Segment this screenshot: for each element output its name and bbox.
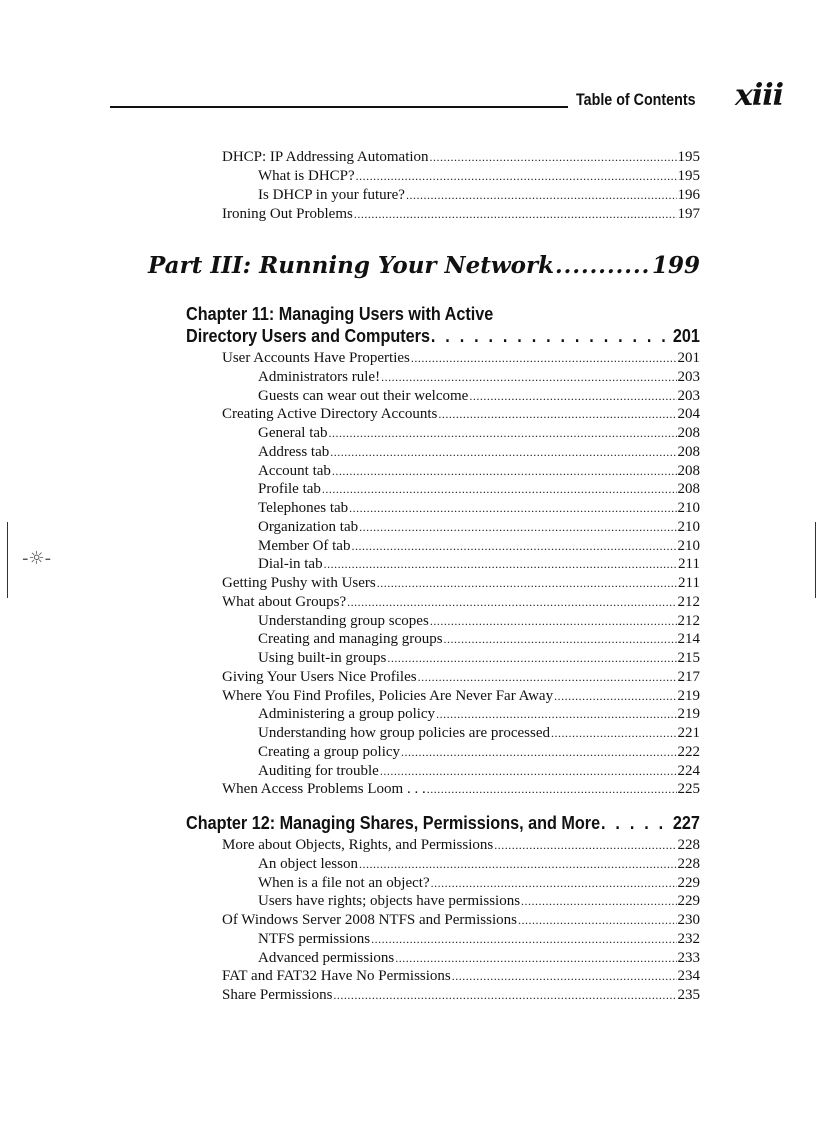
toc-entry-page: 211 — [678, 556, 700, 573]
part-heading — [148, 252, 700, 284]
chapter-12-title: Chapter 12: Managing Shares, Permissions, and More — [186, 813, 601, 833]
toc-entry — [0, 967, 816, 986]
toc-leader-dots — [356, 167, 677, 186]
toc-leader-dots — [431, 874, 677, 893]
toc-leader-dots — [322, 480, 677, 499]
toc-leader-dots — [351, 537, 676, 556]
toc-entry-title: Advanced permissions — [258, 949, 395, 966]
toc-subentry — [0, 762, 816, 781]
chapter-11-title-line2: Directory Users and Computers — [186, 326, 430, 346]
toc-leader-dots — [518, 911, 677, 930]
toc-entry — [0, 349, 816, 368]
toc-entry-title: Giving Your Users Nice Profiles — [222, 668, 417, 685]
toc-entry-page: 195 — [677, 149, 700, 165]
toc-subentry — [0, 499, 816, 518]
toc-entry-title: Profile tab — [258, 481, 321, 498]
toc-leader-dots — [329, 424, 677, 443]
toc-entry-page: 229 — [677, 893, 700, 910]
toc-entry-page: 208 — [677, 425, 700, 441]
toc-leader-dots — [411, 349, 677, 368]
part-page: 199 — [651, 252, 700, 279]
toc-entry-title: Users have rights; objects have permissions — [258, 893, 521, 910]
toc-entry-title: Understanding group scopes — [258, 612, 429, 629]
header-rule — [110, 106, 568, 108]
toc-leader-dots — [395, 949, 676, 968]
toc-entry — [0, 911, 816, 930]
toc-leader-dots — [349, 499, 676, 518]
toc-subentry — [0, 368, 816, 387]
toc-leader-dots — [401, 743, 676, 762]
toc-entry-page: 211 — [678, 575, 700, 591]
toc-entry-title: General tab — [258, 425, 328, 441]
toc-leader-dots — [371, 930, 676, 949]
toc-subentry — [0, 424, 816, 443]
toc-entry-title: Administrators rule! — [258, 368, 381, 385]
toc-entry-page: 195 — [677, 168, 700, 184]
toc-entry — [0, 405, 816, 424]
toc-subentry — [0, 518, 816, 537]
toc-entry-title: Creating a group policy — [258, 743, 401, 760]
toc-entry-title: Guests can wear out their welcome — [258, 387, 469, 404]
toc-entry-title: Is DHCP in your future? — [258, 187, 405, 203]
toc-entry-page: 201 — [677, 350, 700, 366]
toc-entry-page: 224 — [677, 762, 700, 779]
chapter-12-page: 227 — [672, 813, 700, 833]
toc-subentry — [0, 387, 816, 406]
toc-leader-dots — [555, 253, 651, 279]
chapter-11-heading — [186, 303, 700, 347]
toc-leader-dots — [332, 462, 677, 481]
toc-subentry — [0, 724, 816, 743]
toc-subentry — [0, 537, 816, 556]
toc-entry-page: 204 — [677, 406, 700, 423]
toc-entry-title: Dial-in tab — [258, 556, 323, 573]
toc-entry-title: Organization tab — [258, 518, 359, 535]
toc-entry-page: 214 — [677, 631, 700, 648]
toc-entry-page: 208 — [677, 443, 700, 460]
toc-entry-title: What is DHCP? — [258, 168, 355, 184]
toc-entry-page: 229 — [677, 874, 700, 891]
toc-subentry — [0, 443, 816, 462]
toc-entry-page: 228 — [677, 855, 700, 872]
toc-subentry — [0, 892, 816, 911]
toc-entry-title: Understanding how group policies are processed — [258, 725, 551, 741]
toc-entry-title: User Accounts Have Properties — [222, 350, 410, 366]
chapter-11-title-line1: Chapter 11: Managing Users with Active — [186, 304, 494, 324]
toc-leader-dots — [377, 574, 677, 593]
toc-leader-dots — [354, 205, 677, 224]
toc-entry-title: More about Objects, Rights, and Permissions — [222, 837, 494, 853]
toc-entry-page: 219 — [677, 687, 700, 704]
toc-entry-page: 196 — [677, 187, 700, 203]
toc-leader-dots — [333, 986, 676, 1005]
toc-entry-title: Account tab — [258, 462, 331, 479]
toc-leader-dots — [430, 612, 677, 631]
toc-entry-page: 210 — [677, 537, 700, 554]
toc-leader-dots — [330, 443, 676, 462]
chapter-11-page: 201 — [672, 326, 700, 346]
toc-entry-title: What about Groups? — [222, 593, 347, 610]
toc-leader-dots — [452, 967, 677, 986]
toc-leader-dots — [406, 186, 677, 205]
toc-entry-page: 212 — [677, 593, 700, 610]
toc-leader-dots — [359, 518, 676, 537]
toc-entry-title: Member Of tab — [258, 537, 351, 554]
toc-entry-page: 235 — [677, 987, 700, 1003]
toc-entry — [0, 780, 816, 799]
margin-mark-left — [7, 522, 8, 598]
toc-entry-page: 203 — [677, 368, 700, 385]
toc-subentry — [0, 855, 816, 874]
toc-entry-title: Address tab — [258, 443, 330, 460]
toc-leader-dots — [380, 762, 677, 781]
toc-entry — [0, 574, 816, 593]
toc-leader-dots — [436, 705, 676, 724]
chapter-12-heading — [186, 812, 700, 834]
toc-subentry — [0, 480, 816, 499]
toc-entry-title: Creating Active Directory Accounts — [222, 406, 438, 423]
toc-entry-title: Getting Pushy with Users — [222, 575, 376, 591]
part-title: Part III: Running Your Network — [148, 252, 555, 279]
toc-entry-title: Share Permissions — [222, 987, 333, 1003]
toc-subentry — [0, 186, 816, 205]
toc-entry-title: NTFS permissions — [258, 930, 371, 947]
toc-entry — [0, 148, 816, 167]
toc-leader-dots — [387, 649, 676, 668]
toc-subentry — [0, 743, 816, 762]
toc-entry-title: Auditing for trouble — [258, 762, 379, 779]
toc-leader-dots — [381, 368, 676, 387]
toc-leader-dots — [438, 405, 676, 424]
toc-entry-page: 234 — [677, 968, 700, 985]
toc-entry-page: 197 — [677, 206, 700, 222]
toc-entry-title: When is a file not an object? — [258, 874, 430, 891]
toc-entry-title: Creating and managing groups — [258, 631, 443, 648]
toc-entry-page: 212 — [677, 612, 700, 629]
toc-leader-dots — [601, 812, 672, 834]
toc-entry-page: 208 — [677, 481, 700, 498]
toc-leader-dots — [444, 630, 677, 649]
toc-entry-page: 222 — [677, 743, 700, 760]
toc-subentry — [0, 705, 816, 724]
toc-entry-title: FAT and FAT32 Have No Permissions — [222, 968, 451, 985]
toc-entry-page: 217 — [677, 668, 700, 685]
crop-mark-icon: -☼- — [22, 548, 52, 569]
toc-entry — [0, 593, 816, 612]
toc-entry-page: 203 — [677, 387, 700, 404]
toc-entry — [0, 836, 816, 855]
toc-subentry — [0, 555, 816, 574]
toc-subentry — [0, 949, 816, 968]
toc-entry-title: Of Windows Server 2008 NTFS and Permissions — [222, 912, 517, 928]
toc-subentry — [0, 649, 816, 668]
toc-entry — [0, 668, 816, 687]
toc-leader-dots — [418, 668, 677, 687]
toc-leader-dots — [521, 892, 676, 911]
toc-entry-title: Using built-in groups — [258, 650, 387, 666]
toc-entry-title: Administering a group policy — [258, 706, 436, 723]
toc-leader-dots — [551, 724, 676, 743]
toc-entry-title: DHCP: IP Addressing Automation — [222, 149, 429, 165]
toc-entry — [0, 687, 816, 706]
toc-leader-dots — [554, 687, 676, 706]
toc-leader-dots — [431, 325, 672, 347]
toc-entry-page: 215 — [677, 650, 700, 666]
toc-entry-page: 208 — [677, 462, 700, 479]
toc-entry-page: 233 — [677, 949, 700, 966]
toc-entry-page: 225 — [677, 781, 700, 798]
toc-entry-title: Telephones tab — [258, 500, 349, 516]
toc-entry-page: 210 — [677, 500, 700, 516]
section-title: Table of Contents — [576, 90, 696, 109]
toc-entry-page: 230 — [677, 912, 700, 928]
toc-entry-page: 219 — [677, 706, 700, 723]
toc-leader-dots — [427, 780, 677, 799]
toc-subentry — [0, 612, 816, 631]
toc-entry-title: An object lesson — [258, 855, 358, 872]
toc-leader-dots — [430, 148, 677, 167]
toc-subentry — [0, 930, 816, 949]
toc-leader-dots — [469, 387, 676, 406]
toc-leader-dots — [494, 836, 676, 855]
page-number: xiii — [735, 78, 784, 113]
toc-leader-dots — [324, 555, 677, 574]
toc-subentry — [0, 462, 816, 481]
toc-entry-title: When Access Problems Loom . . . — [222, 781, 426, 798]
toc-leader-dots — [359, 855, 677, 874]
toc-subentry — [0, 167, 816, 186]
toc-leader-dots — [347, 593, 676, 612]
toc-entry-page: 228 — [677, 837, 700, 853]
toc-subentry — [0, 874, 816, 893]
toc-entry-page: 232 — [677, 930, 700, 947]
toc-entry — [0, 986, 816, 1005]
toc-entry-page: 210 — [677, 518, 700, 535]
toc-entry-title: Where You Find Profiles, Policies Are Never Far Away — [222, 687, 554, 704]
toc-entry-page: 221 — [677, 725, 700, 741]
toc-entry — [0, 205, 816, 224]
toc-entry-title: Ironing Out Problems — [222, 206, 353, 222]
toc-subentry — [0, 630, 816, 649]
